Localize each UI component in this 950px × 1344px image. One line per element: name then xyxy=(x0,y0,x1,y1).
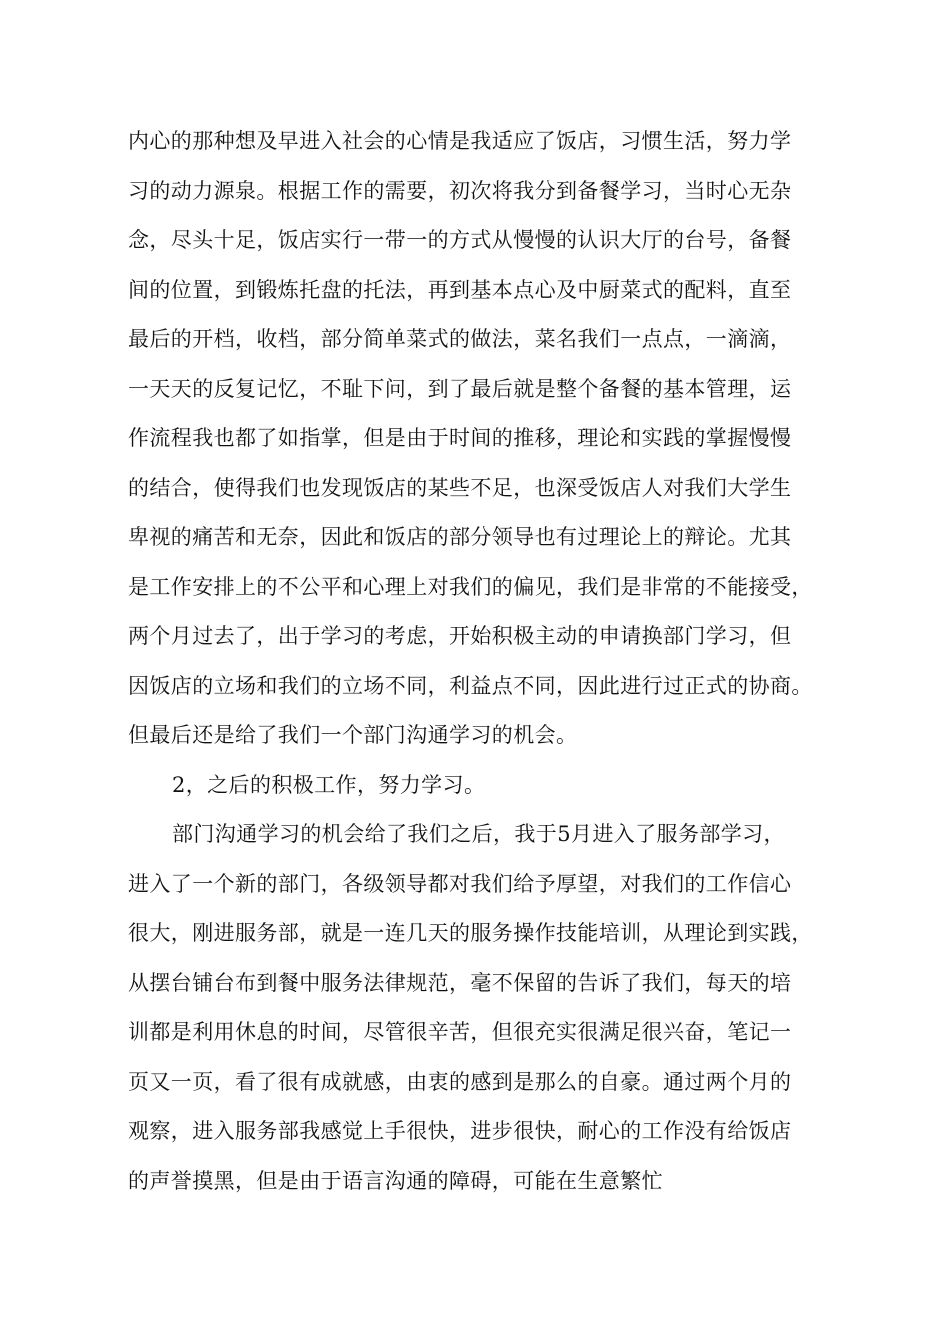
text-line: 间的位置，到锻炼托盘的托法，再到基本点心及中厨菜式的配料，直至 xyxy=(128,277,792,302)
text-line: 习的动力源泉。根据工作的需要，初次将我分到备餐学习，当时心无杂 xyxy=(128,178,792,203)
text-line: 念，尽头十足，饭店实行一带一的方式从慢慢的认识大厅的台号，备餐 xyxy=(128,228,792,252)
text-line: 训都是利用休息的时间，尽管很辛苦，但很充实很满足很兴奋，笔记一 xyxy=(128,1020,792,1044)
text-line: 内心的那种想及早进入社会的心情是我适应了饭店，习惯生活，努力学 xyxy=(128,129,792,153)
text-line: 的声誉摸黑，但是由于语言沟通的障碍，可能在生意繁忙 xyxy=(128,1168,663,1193)
text-line: 页又一页，看了很有成就感，由衷的感到是那么的自豪。通过两个月的 xyxy=(128,1069,792,1094)
text-line: 很大，刚进服务部，就是一连几天的服务操作技能培训，从理论到实践， xyxy=(128,921,813,945)
text-line: 一天天的反复记忆，不耻下问，到了最后就是整个备餐的基本管理，运 xyxy=(128,376,792,401)
paragraph-start: 部门沟通学习的机会给了我们之后，我于5月进入了服务部学习， xyxy=(172,822,785,846)
text-line: 的结合，使得我们也发现饭店的某些不足，也深受饭店人对我们大学生 xyxy=(128,475,792,500)
section-heading: 2，之后的积极工作，努力学习。 xyxy=(172,772,486,797)
text-line: 进入了一个新的部门，各级领导都对我们给予厚望，对我们的工作信心 xyxy=(128,871,792,896)
body-text xyxy=(128,117,848,1206)
text-line: 最后的开档，收档，部分简单菜式的做法，菜名我们一点点，一滴滴， xyxy=(128,327,792,351)
text-line: 是工作安排上的不公平和心理上对我们的偏见，我们是非常的不能接受， xyxy=(128,574,813,599)
text-line: 作流程我也都了如指掌，但是由于时间的推移，理论和实践的掌握慢慢 xyxy=(128,426,792,450)
text-line: 观察，进入服务部我感觉上手很快，进步很快，耐心的工作没有给饭店 xyxy=(128,1119,792,1143)
text-line: 两个月过去了，出于学习的考虑，开始积极主动的申请换部门学习，但 xyxy=(128,624,792,648)
text-line: 但最后还是给了我们一个部门沟通学习的机会。 xyxy=(128,723,578,747)
text-line: 因饭店的立场和我们的立场不同，利益点不同，因此进行过正式的协商。 xyxy=(128,673,813,698)
text-line: 从摆台铺台布到餐中服务法律规范，毫不保留的告诉了我们，每天的培 xyxy=(128,970,792,995)
text-line: 卑视的痛苦和无奈，因此和饭店的部分领导也有过理论上的辩论。尤其 xyxy=(128,525,792,549)
